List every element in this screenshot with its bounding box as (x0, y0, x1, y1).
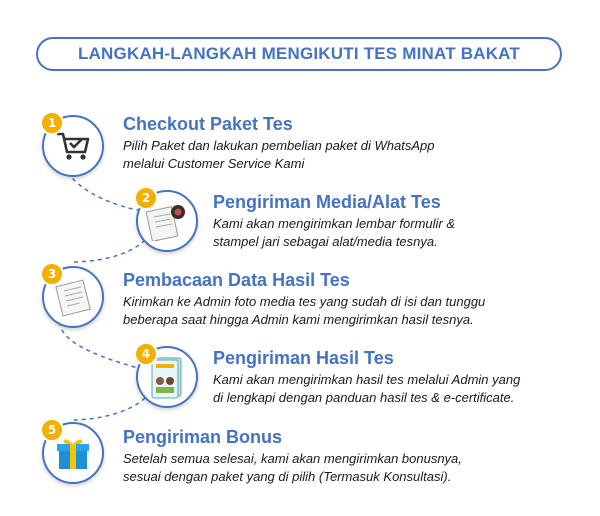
shopping-cart-icon (55, 130, 91, 162)
step-5-line-1: Setelah semua selesai, kami akan mengirimkan bonusnya, (123, 451, 462, 466)
step-5-line-2: sesuai dengan paket yang di pilih (Termasuk Konsultasi). (123, 469, 452, 484)
step-5-icon-circle (42, 422, 104, 484)
step-3-icon-circle (42, 266, 104, 328)
step-4-icon-circle (136, 346, 198, 408)
step-2-icon-circle (136, 190, 198, 252)
step-3-number: 3 (40, 262, 64, 286)
step-5-title: Pengiriman Bonus (123, 427, 283, 447)
step-2-line-2: stampel jari sebagai alat/media tesnya. (213, 234, 438, 249)
step-2-title: Pengiriman Media/Alat Tes (213, 192, 441, 212)
step-1-line-2: melalui Customer Service Kami (123, 156, 305, 171)
step-5-number: 5 (40, 418, 64, 442)
step-4-description (213, 371, 520, 407)
page-title: LANGKAH-LANGKAH MENGIKUTI TES MINAT BAKAT (78, 44, 520, 63)
step-1-icon-circle (42, 115, 104, 177)
step-4-line-1: Kami akan mengirimkan hasil tes melalui Admin yang (213, 372, 521, 387)
connector-4-5 (70, 398, 145, 420)
step-2-description (213, 215, 455, 251)
step-5-description (123, 450, 462, 486)
step-2-line-1: Kami akan mengirimkan lembar formulir & (213, 216, 456, 231)
step-2-number: 2 (134, 186, 158, 210)
step-3-description (123, 293, 485, 329)
step-1-line-1: Pilih Paket dan lakukan pembelian paket di WhatsApp (123, 138, 435, 153)
step-1-title: Checkout Paket Tes (123, 114, 293, 134)
step-1-number: 1 (40, 111, 64, 135)
step-1-description (123, 137, 434, 173)
connector-2-3 (70, 240, 145, 262)
step-3-line-2: beberapa saat hingga Admin kami mengirimkan hasil tesnya. (123, 312, 474, 327)
step-4-line-2: di lengkapi dengan panduan hasil tes & e-certificate. (213, 390, 515, 405)
gift-box-icon (54, 434, 92, 472)
step-3-title: Pembacaan Data Hasil Tes (123, 270, 350, 290)
step-4-title: Pengiriman Hasil Tes (213, 348, 394, 368)
step-3-line-1: Kirimkan ke Admin foto media tes yang sudah di isi dan tunggu (123, 294, 486, 309)
step-4-number: 4 (134, 342, 158, 366)
